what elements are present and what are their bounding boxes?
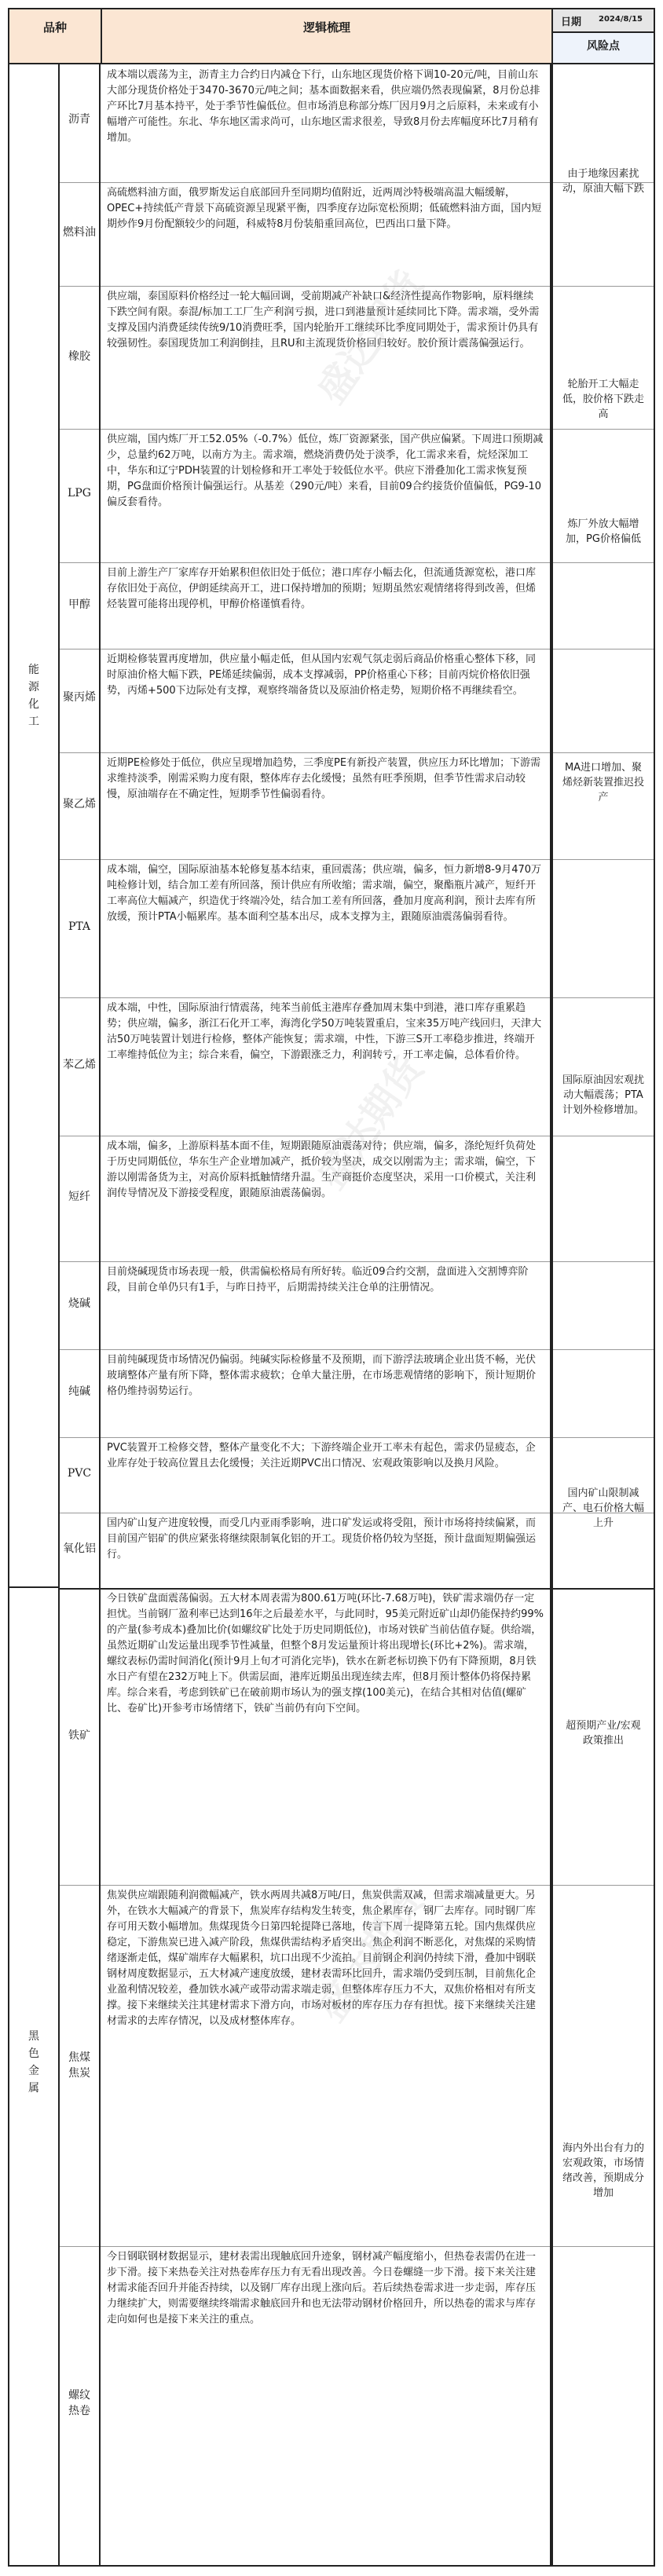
logic-cell: [101, 1437, 551, 1513]
table-row: [60, 562, 654, 649]
product-name: PVC: [67, 1467, 92, 1480]
logic-cell: [101, 2246, 551, 2565]
product-name: 焦煤 焦炭: [68, 2051, 90, 2080]
product-cell: [60, 1513, 101, 1588]
section-label: 黑 色 金 属: [28, 2030, 39, 2095]
watermark: 盛达期货: [309, 1880, 432, 2029]
logic-text: 目前纯碱现货市场情况仍偏弱。纯碱实际检修量不及预期，而下游浮法玻璃企业出货不畅，光伏玻璃整体产量有所下降，整体需求疲软；仓单大量注册，在市场悲观情绪的影响下，预计短期价格仍维持弱势运行。: [107, 1354, 537, 1397]
logic-cell: [101, 429, 551, 562]
table-row: [60, 1261, 654, 1350]
logic-text: 目前烧碱现货市场表现一般，供需偏松格局有所好转。临近09合约交割，盘面进入交割博弈阶段，目前仓单仍只有1手，与昨日持平，后期需持续关注仓单的注册情况。: [107, 1266, 529, 1293]
product-cell: [60, 182, 101, 286]
product-cell: [60, 649, 101, 752]
product-cell: [60, 286, 101, 429]
product-name: 橡胶: [68, 350, 90, 363]
logic-cell: [101, 286, 551, 429]
table-row: [60, 859, 654, 998]
product-name: 沥青: [68, 113, 90, 126]
logic-cell: [101, 997, 551, 1136]
logic-text: 成本端，偏多，上游原料基本面不佳，短期跟随原油震荡对待；供应端，偏多，涤纶短纤负荷处于历史同期低位，华东生产企业增加减产，抵价较为坚决，成交以刚需为主；需求端，偏空，下游以刚需备货为主，对高价原料抵触情绪升温。生产商挺价态度坚决，采用一口价模式，关注利润传导情况及下游接受程度，跟随原油震荡偏弱。: [107, 1140, 537, 1199]
risk-text: 炼厂外放大幅增加，PG价格偏低: [566, 518, 641, 545]
header-right-cell: [553, 9, 654, 63]
logic-text: 高硫燃料油方面，俄罗斯发运自底部回升至同期均值附近，近两周沙特极端高温大幅缓解，OPEC+持续低产背景下高硫资源呈现紧平衡，四季度存边际宽松预期；低硫燃料油方面，国内短期炒作9月份配额较少的问题，科威特8月份装船重回高位，巴西出口量下降。: [107, 187, 542, 230]
product-name: 烧碱: [68, 1297, 90, 1310]
logic-cell: [101, 1513, 551, 1588]
logic-cell: [101, 1261, 551, 1349]
watermark: 盛达期货: [309, 262, 432, 412]
product-cell: [60, 859, 101, 997]
product-name: 短纤: [68, 1191, 90, 1203]
product-name: 氧化铝: [63, 1542, 96, 1555]
risk-text: 国内矿山限制减产、电石价格大幅上升: [562, 1487, 644, 1529]
logic-text: 成本端以震荡为主，沥青主力合约日内减仓下行，山东地区现货价格下调10-20元/吨，目前山东大部分现货价格处于3470-3670元/吨之间；基本面数据来看，供应端仍然表现偏紧，8月份总排产环比7月基本持平，处于季节性偏低位。但市场消息称部分炼厂因月9月之后原料，未来或有小幅增产可能性。东北、华东地区需求尚可，山东地区需求很差，导致8月份去库幅度环比7月稍有增加。: [107, 69, 540, 144]
logic-text: 国内矿山复产进度较慢，而受几内亚雨季影响，进口矿发运或将受阻，预计市场将持续偏紧，而目前国产铝矿的供应紧张将继续限制氧化铝的开工。现货价格仍较为坚挺，预计盘面短期偏强运行。: [107, 1517, 537, 1561]
product-name: 纯碱: [68, 1385, 90, 1398]
header-date-label: 日期: [561, 16, 582, 28]
table-row: [60, 649, 654, 753]
logic-text: 近期检修装置再度增加，供应量小幅走低，但从国内宏观气氛走弱后商品价格重心整体下移，同时原油价格大幅下跌，PE烯延续偏弱，成本支撑减弱，PP价格重心下移；目前丙烷价格依旧强势，丙烯+500下边际处有支撑，观察终端备货以及原油价格走势，短期价格不再继续看空。: [107, 653, 537, 697]
product-name: 聚丙烯: [63, 691, 96, 704]
product-cell: [60, 1885, 101, 2246]
risk-text: 轮胎开工大幅走低，胶价格下跌走高: [562, 379, 644, 420]
research-table: [8, 8, 655, 2567]
product-name: LPG: [68, 487, 91, 499]
product-cell: [60, 1588, 101, 1885]
table-row: [60, 1349, 654, 1438]
logic-text: 焦炭供应端跟随利润微幅减产，铁水两周共减8万吨/日，焦炭供需双减，但需求端减量更大。另外，在铁水大幅减产的背景下，焦炭库存结构发生转变，焦企累库存，钢厂去库存。同时钢厂库存可用天数小幅增加。焦煤现货今日第四轮提降已落地，传言下周一提降第五轮。国内焦煤供应稳定，下游焦炭已进入减产阶段，焦煤供需结构矛盾突出。焦企利润不断恶化，对焦煤的采购情绪逐渐走低，煤矿端库存大幅累积，坑口出现不少流拍。目前钢企利润仍持续下滑，叠加中钢联钢材周度数据显示，五大材减产速度放缓，建材表需环比回升，需求端仍受到压制，目前焦化企业盈利情况较差，叠加铁水减产或带动需求端走弱，但整体库存压力不大，双焦价格相对有所支撑。接下来继续关注其建材需求下滑方向，市场对板材的库存压力存有担忧。接下来继续关注建材需求的去库存情况，以及成材整体库存。: [107, 1890, 537, 2027]
header-logic-cell: [102, 9, 553, 63]
section-label: 能 源 化 工: [28, 664, 39, 728]
logic-cell: [101, 1136, 551, 1261]
header-risk-cell: [553, 33, 654, 63]
risk-text: 超预期产业/宏观政策推出: [566, 1720, 641, 1747]
table-header: [9, 9, 654, 64]
logic-text: 近期PE检修处于低位，供应呈现增加趋势，三季度PE有新投产装置，供应压力环比增加；下游需求维持淡季，刚需采购力度有限，整体库存去化缓慢；虽然有旺季预期，但季节性需求启动较慢，原油端存在不确定性，短期季节性偏弱看待。: [107, 757, 541, 800]
product-cell: [60, 1261, 101, 1349]
product-name: 铁矿: [68, 1729, 90, 1742]
header-product: 品种: [42, 20, 67, 35]
logic-cell: [101, 1349, 551, 1437]
product-cell: [60, 2246, 101, 2565]
logic-cell: [101, 182, 551, 286]
logic-text: 今日钢联钢材数据显示，建材表需出现触底回升迹象，钢材减产幅度缩小，但热卷表需仍在进一步下滑。接下来热卷关注对热卷库存压力有无看出现改善。今日卷螺缝一步下滑。接下来关注建材需求能否回升并能否持续，以及钢厂库存出现上涨向后。若后续热卷需求进一步走弱，库存压力继续扩大，则需要继续终端需求触底回升和也无法带动钢材价格回升，所以热卷的需求与库存走向如何也是接下来关注的重点。: [107, 2251, 537, 2325]
product-cell: [60, 1349, 101, 1437]
risk-text: 海内外出台有力的宏观政策，市场情绪改善，预期成分增加: [562, 2142, 644, 2199]
product-cell: [60, 752, 101, 859]
header-product-cell: [9, 9, 102, 63]
logic-text: 成本端，中性，国际原油行情震荡，纯苯当前低主港库存叠加周末集中到港，港口库存重累趋势；供应端，偏多，浙江石化开工率，海湾化学50万吨装置重启，宝来35万吨产线回归，天津大沽50万吨装置计划进行检修，整体产能恢复；需求端，中性，下游三S开工率稳步推进，终端开工率维持低位为主；综合来看，偏空，下游跟涨乏力，利润转亏，开工率走偏，总体看价待。: [107, 1002, 542, 1061]
risk-column-divider: [551, 64, 553, 1729]
logic-text: PVC装置开工检修交替，整体产量变化不大；下游终端企业开工率未有起色，需求仍显疲态，企业库存处于较高位置且去化缓慢；关注近期PVC出口情况、宏观政策影响以及换月风险。: [107, 1442, 536, 1469]
logic-text: 供应端，泰国原料价格经过一轮大幅回调，受前期减产补缺口&经济性提高作物影响，原料继续下跌空间有限。泰混/标加工工厂生产利润亏损，进口到港量预计延续同比下降。需求端，受外需支撑及国内消费延续传统9/10消费旺季，国内轮胎开工继续环比季度同期处于，需求预计仍具有较强韧性。泰国现货加工利润倒挂，且RU和主流现货价格回归较好。胶价预计震荡偏强运行。: [107, 291, 540, 349]
product-cell: [60, 562, 101, 649]
product-name: 聚乙烯: [63, 798, 96, 810]
logic-text: 成本端，偏空，国际原油基本轮修复基本结束，重回震荡；供应端，偏多，恒力新增8-9月470万吨检修计划，结合加工差有所回落，预计供应有所收缩；需求端，偏空，聚酯瓶片减产，短纤开工率高位大幅减产，织造优于终端冷处，结合加工差有所回落，叠加月度高利润，预计去库有所放缓，预计PTA小幅累库。基本面利空基本出尽，成本支撑为主，跟随原油震荡偏弱看待。: [107, 864, 542, 923]
risk-text: MA进口增加、聚烯烃新装置推迟投产: [562, 762, 644, 803]
header-risk: 风险点: [587, 40, 620, 53]
header-logic: 逻辑梳理: [302, 20, 350, 35]
logic-text: 今日铁矿盘面震荡偏弱。五大材本周表需为800.61万吨(环比-7.68万吨)，铁矿需求端仍存一定担忧。当前钢厂盈利率已达到16年之后最差水平，与此同时，95美元附近矿山却仍能保持约99%的产量(参考成本)叠加比价(如螺纹矿比处于历史同期低位)，市场对铁矿当前估值存疑。供给端，虽然近期矿山发运量出现季节性减量，但整个8月发运量预计将出现增长(环比+2%)。需求端，螺纹表标仍需时间消化(预计9月上旬才可消化完毕)，铁水在新老标切换下仍有下降预期，8月铁水日产有望在232万吨上下。供需层面，港库近期虽出现连续去库，但8月预计整体仍将保持累库。综合来看，考虑到铁矿已在破前期市场认为的强支撑(100美元)，在结合其相对估值(螺矿比、卷矿比)开参考市场情绪下，铁矿当前仍有向下空间。: [107, 1593, 544, 1714]
header-date-cell: [553, 9, 654, 33]
product-cell: [60, 429, 101, 562]
risk-text: 由于地缘因素扰动，原油大幅下跌: [562, 168, 644, 195]
logic-cell: [101, 64, 551, 182]
product-name: 甲醇: [68, 598, 90, 611]
table-row: [60, 2246, 654, 2565]
product-cell: [60, 997, 101, 1136]
table-row: [60, 64, 654, 183]
logic-cell: [101, 752, 551, 859]
product-cell: [60, 1437, 101, 1513]
product-name: 燃料油: [63, 226, 96, 239]
logic-cell: [101, 649, 551, 752]
logic-cell: [101, 562, 551, 649]
logic-cell: [101, 1885, 551, 2246]
section-energy-chemical: [9, 64, 60, 1588]
logic-text: 供应端，国内炼厂开工52.05%（-0.7%）低位，炼厂资源紧张，国产供应偏紧。下周进口预期减少，总量约62万吨，以南方为主。需求端，燃烧消费仍处于淡季，化工需求来看，烷烃深加工中，华东和辽宁PDH装置的计划检修和开工率处于较低位水平。供应下滑叠加化工需求恢复预期，PG盘面价格预计偏强运行。从基差（290元/吨）来看，目前09合约接货价值偏低，PG9-10偏反套看待。: [107, 434, 544, 508]
product-name: PTA: [68, 920, 91, 933]
logic-text: 目前上游生产厂家库存开始累积但依旧处于低位；港口库存小幅去化，但流通货源宽松，港口库存依旧处于高位，伊朗延续高开工，进口保持增加的预期；短期虽然宏观情绪将得到改善，但烯烃装置可能将出现停机，甲醇价格谨慎看待。: [107, 567, 537, 610]
section-ferrous: [9, 1588, 60, 2565]
table-row: [60, 182, 654, 287]
product-cell: [60, 64, 101, 182]
header-date-value: 2024/8/15: [599, 15, 643, 24]
logic-cell: [101, 1588, 551, 1885]
product-name: 苯乙烯: [63, 1059, 96, 1071]
risk-text: 国际原油因宏观扰动大幅震荡；PTA计划外检修增加。: [562, 1074, 644, 1116]
product-name: 螺纹 热卷: [68, 2389, 90, 2417]
product-cell: [60, 1136, 101, 1261]
table-row: [60, 1136, 654, 1262]
watermark: 盛达期货: [309, 1048, 432, 1197]
logic-cell: [101, 859, 551, 997]
